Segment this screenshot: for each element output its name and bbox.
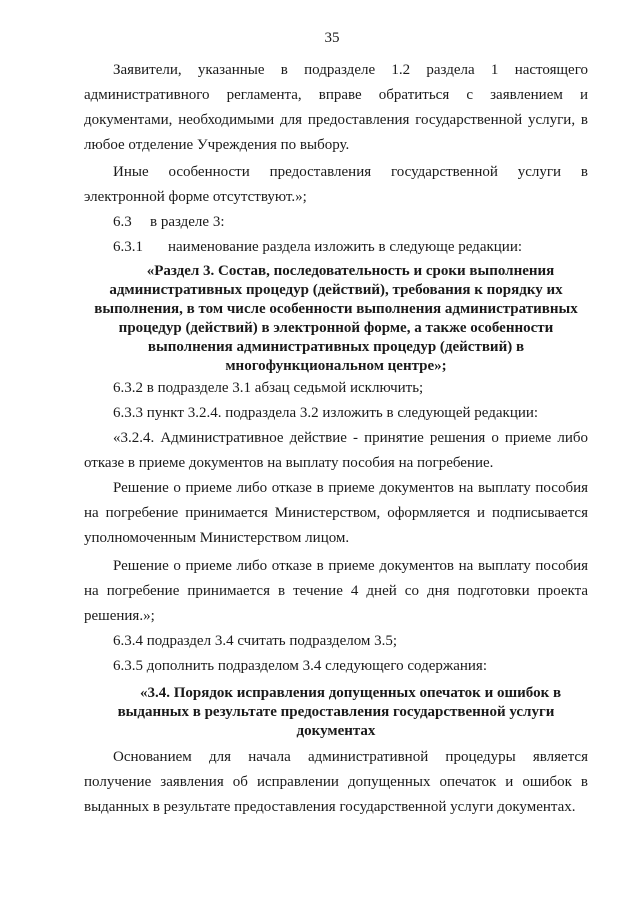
item-6-3-4: 6.3.4 подраздел 3.4 считать подразделом 3.5; bbox=[113, 632, 398, 649]
text-line: электронной форме отсутствуют.»; bbox=[84, 188, 307, 205]
text-line: выданных в результате предоставления государственной услуги документах. bbox=[84, 798, 576, 815]
title-line: процедур (действий) в электронной форме, а также особенности bbox=[118, 319, 554, 336]
text-line: уполномоченным Министерством лицом. bbox=[84, 529, 350, 546]
paragraph-applicants bbox=[84, 58, 588, 158]
item-6-3-2: 6.3.2 в подразделе 3.1 абзац седьмой исключить; bbox=[113, 379, 424, 396]
title-line: выданных в результате предоставления государственной услуги bbox=[117, 703, 555, 720]
title-line: выполнения административных процедур (действий) в bbox=[147, 338, 525, 355]
text-line: решения.»; bbox=[84, 607, 155, 624]
item-text: наименование раздела изложить в следующе редакции: bbox=[168, 238, 523, 255]
text-line: документами, необходимыми для предоставления государственной услуги, в bbox=[84, 111, 588, 128]
item-number: 6.3 bbox=[113, 213, 132, 230]
paragraph-clause-3-2-4 bbox=[84, 426, 588, 476]
item-6-3-1 bbox=[84, 235, 588, 260]
page-number: 35 bbox=[324, 30, 340, 46]
paragraph-decision-signed bbox=[84, 476, 588, 551]
item-6-3 bbox=[84, 210, 588, 235]
text-line: любое отделение Учреждения по выбору. bbox=[84, 136, 350, 153]
section-3-title bbox=[84, 262, 588, 376]
text-line: административного регламента, вправе обратиться с заявлением и bbox=[84, 86, 588, 103]
title-line: «3.4. Порядок исправления допущенных опечаток и ошибок в bbox=[139, 684, 562, 701]
paragraph-basis bbox=[84, 745, 588, 820]
title-line: административных процедур (действий), требования к порядку их bbox=[109, 281, 563, 298]
item-text: в разделе 3: bbox=[150, 213, 225, 230]
title-line: многофункциональном центре»; bbox=[225, 357, 447, 374]
text-line: Иные особенности предоставления государственной услуги в bbox=[113, 163, 588, 180]
item-6-3-3: 6.3.3 пункт 3.2.4. подраздела 3.2 изложить в следующей редакции: bbox=[113, 404, 539, 421]
text-line: отказе в приеме документов на выплату пособия на погребение. bbox=[84, 454, 494, 471]
text-line: Заявители, указанные в подразделе 1.2 раздела 1 настоящего bbox=[113, 61, 588, 78]
title-line: «Раздел 3. Состав, последовательность и сроки выполнения bbox=[146, 262, 555, 279]
text-line: на погребение принимается в течение 4 дней со дня подготовки проекта bbox=[84, 582, 588, 599]
text-line: «3.2.4. Административное действие - принятие решения о приеме либо bbox=[113, 429, 588, 446]
paragraph-decision-term bbox=[84, 554, 588, 629]
item-number: 6.3.1 bbox=[113, 238, 143, 255]
title-line: выполнения, в том числе особенности выполнения административных bbox=[94, 300, 578, 317]
paragraph-other-features bbox=[84, 160, 588, 210]
text-line: на погребение принимается Министерством, оформляется и подписывается bbox=[84, 504, 588, 521]
text-line: Решение о приеме либо отказе в приеме документов на выплату пособия bbox=[113, 479, 588, 496]
item-6-3-5: 6.3.5 дополнить подразделом 3.4 следующего содержания: bbox=[113, 657, 488, 674]
title-line: документах bbox=[296, 722, 376, 739]
text-line: Решение о приеме либо отказе в приеме документов на выплату пособия bbox=[113, 557, 588, 574]
text-line: Основанием для начала административной процедуры является bbox=[113, 748, 588, 765]
text-line: получение заявления об исправлении допущенных опечаток и ошибок в bbox=[84, 773, 588, 790]
subsection-3-4-title bbox=[84, 684, 588, 741]
document-body bbox=[84, 58, 588, 820]
